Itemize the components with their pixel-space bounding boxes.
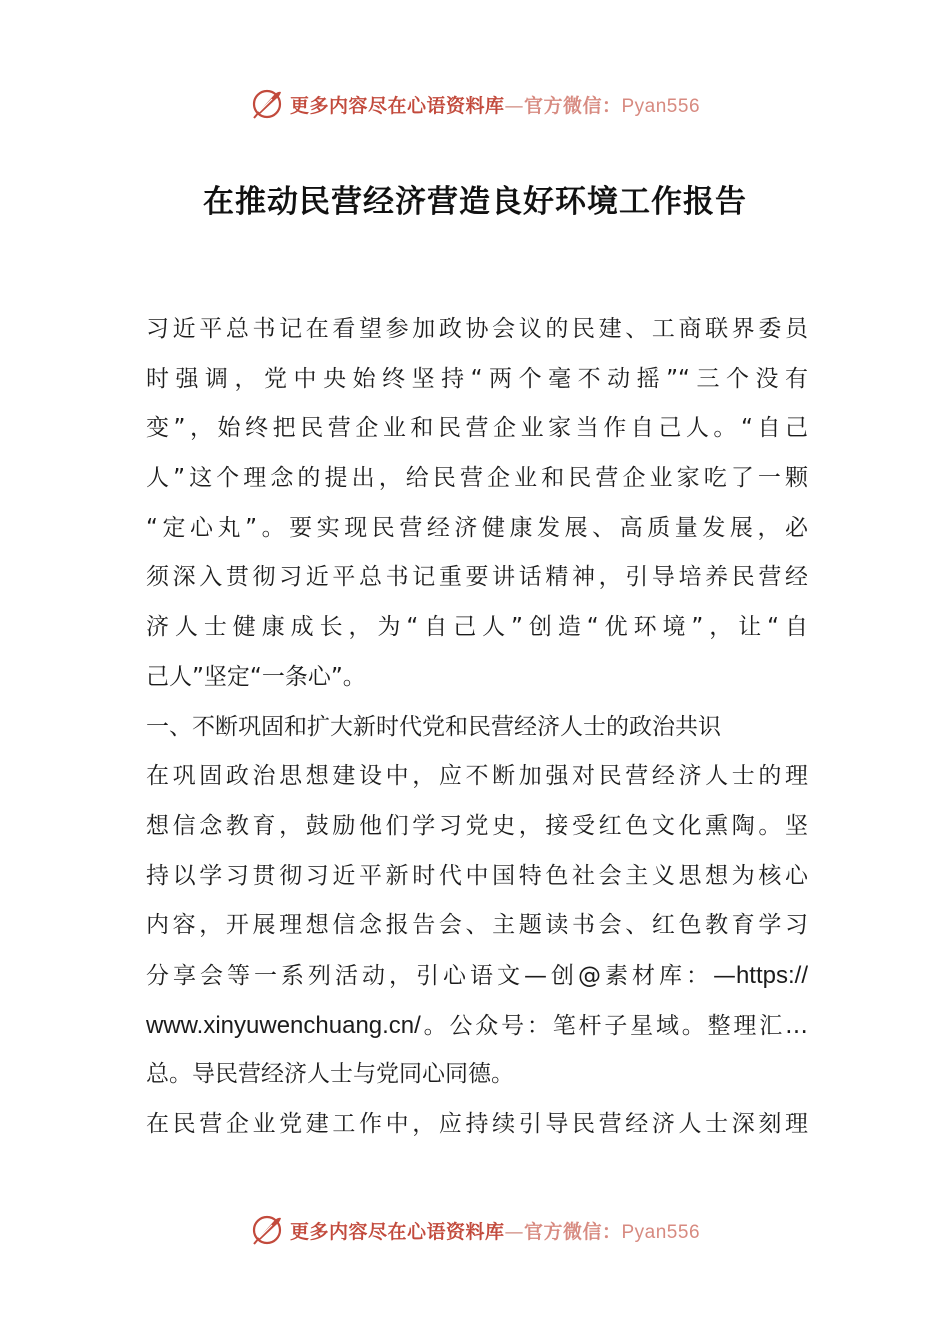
- body-line: 人”这个理念的提出，给民营企业和民营企业家吃了一颗: [146, 465, 808, 492]
- header-banner: [0, 84, 950, 124]
- banner-wechat-id: Pyan556: [621, 95, 701, 117]
- quill-logo-icon: [250, 1213, 284, 1247]
- document-title: 在推动民营经济营造良好环境工作报告: [203, 184, 747, 220]
- banner-main-text: 更多内容尽在心语资料库: [289, 94, 505, 117]
- body-line-text: 。公众号：笔杆子星域。整理汇…: [420, 1012, 808, 1039]
- footer-banner: [0, 1210, 950, 1250]
- banner-wechat-id: Pyan556: [621, 1221, 701, 1243]
- body-line: 习近平总书记在看望参加政协会议的民建、工商联界委员: [146, 316, 808, 342]
- banner-text: [290, 1217, 700, 1244]
- body-line-text: 分享会等一系列活动，引心语文—创@素材库：—: [146, 962, 736, 989]
- body-line: [146, 1001, 808, 1051]
- body-line: [146, 951, 808, 1001]
- url-part-1: https://: [735, 961, 808, 989]
- body-line: 在民营企业党建工作中，应持续引导民营经济人士深刻理: [146, 1111, 808, 1137]
- section-heading: 一、不断巩固和扩大新时代党和民营经济人士的政治共识: [146, 713, 721, 740]
- body-line: 变”，始终把民营企业和民营企业家当作自己人。“自己: [146, 415, 808, 442]
- banner-separator: —: [504, 94, 524, 117]
- quill-logo-icon: [250, 87, 284, 121]
- banner-text: [290, 91, 700, 118]
- banner-separator: —: [504, 1220, 524, 1243]
- url-part-2: www.xinyuwenchuang.cn/: [146, 1011, 421, 1039]
- body-line: 在巩固政治思想建设中，应不断加强对民营经济人士的理: [146, 763, 808, 790]
- body-line: “定心丸”。要实现民营经济健康发展、高质量发展，必: [146, 514, 808, 541]
- banner-wechat-label: 官方微信：: [523, 94, 622, 117]
- body-line: 内容，开展理想信念报告会、主题读书会、红色教育学习: [146, 912, 808, 939]
- body-line: 想信念教育，鼓励他们学习党史，接受红色文化熏陶。坚: [146, 812, 808, 839]
- body-line: 己人”坚定“一条心”。: [146, 663, 366, 690]
- body-line: 总。导民营经济人士与党同心同德。: [146, 1061, 514, 1088]
- document-body: [146, 305, 808, 1150]
- banner-wechat-label: 官方微信：: [523, 1220, 622, 1243]
- body-line: 持以学习贯彻习近平新时代中国特色社会主义思想为核心: [146, 862, 808, 889]
- body-line: 济人士健康成长，为“自己人”创造“优环境”，让“自: [146, 614, 808, 641]
- body-line: 时强调，党中央始终坚持“两个毫不动摇”“三个没有: [146, 365, 808, 392]
- banner-main-text: 更多内容尽在心语资料库: [289, 1220, 505, 1243]
- body-line: 须深入贯彻习近平总书记重要讲话精神，引导培养民营经: [146, 564, 808, 591]
